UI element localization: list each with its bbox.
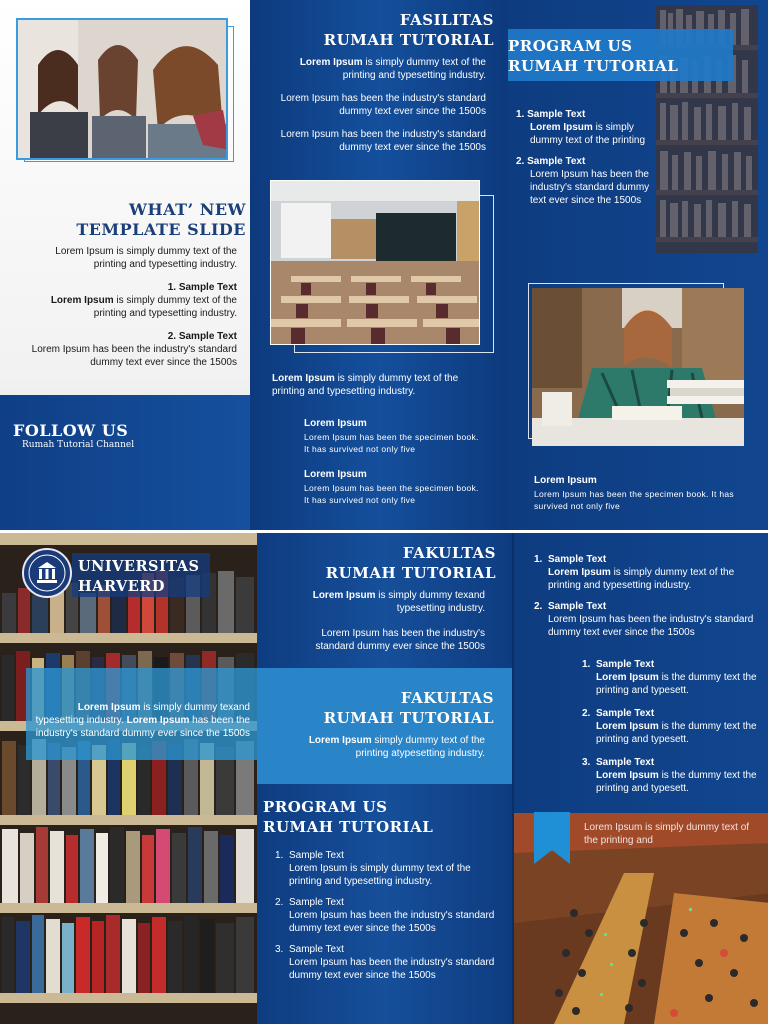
panel5-paragraphs — [285, 589, 485, 653]
panel1-body — [20, 245, 237, 369]
panel4-band-text — [30, 701, 250, 740]
list-item-number: 1. — [275, 850, 284, 861]
panel4-band-bold2: Lorem Ipsum — [126, 715, 190, 726]
panel1-item1-text — [20, 294, 237, 320]
university-seal — [22, 548, 72, 598]
panel5-list — [275, 849, 503, 990]
panel3-entry-text: Lorem Ipsum has been the specimen book. It has survived not only five — [534, 489, 734, 511]
bookmark-ribbon-icon — [534, 812, 570, 864]
panel1-intro: Lorem Ipsum is simply dummy text of the printing and typesetting industry. — [55, 246, 237, 270]
list-item-title: Sample Text — [596, 757, 655, 768]
follow-us-title: FOLLOW US — [13, 421, 129, 440]
university-name — [78, 557, 200, 597]
panel-4-library-shelves — [0, 533, 257, 1024]
panel-2 — [250, 0, 508, 530]
panel2-entry1 — [304, 417, 479, 455]
list-item-title: Sample Text — [596, 708, 655, 719]
panel5-heading3-line2: RUMAH TUTORIAL — [263, 818, 434, 836]
list-item-bold: Lorem Ipsum — [548, 567, 611, 578]
list-item — [275, 943, 503, 982]
list-item-number: 3. — [582, 757, 591, 768]
panel1-item1-rest: is simply dummy text of the printing and typesetting industry. — [93, 295, 237, 319]
panel3-list — [516, 108, 651, 215]
list-item-title: Sample Text — [548, 554, 607, 565]
panel3-item2 — [516, 155, 651, 207]
university-name-line1: UNIVERSITAS — [78, 558, 200, 575]
panel1-item1-bold: Lorem Ipsum — [50, 295, 114, 306]
panel5-heading1-line2: RUMAH TUTORIAL — [325, 564, 496, 582]
follow-us-band — [0, 395, 250, 530]
panel1-heading — [76, 200, 246, 240]
list-item-text: Lorem Ipsum has been the industry's standard dummy text ever since the 1500s — [289, 957, 495, 981]
panel1-heading-line1: WHAT’ NEW — [129, 200, 246, 219]
panel4-band-rest1: is simply dummy texand typesetting industry. — [35, 702, 250, 726]
classroom-photo — [270, 180, 480, 345]
panel4-band-rest2: has been the industry's standard dummy ever since the 1500s — [35, 715, 250, 739]
panel6-mid-list — [582, 658, 764, 803]
list-item-title: Sample Text — [289, 897, 344, 908]
panel2-para4 — [272, 372, 487, 398]
university-name-line2: HARVERD — [78, 578, 165, 595]
panel5-para2: Lorem Ipsum has been the industry's standard dummy ever since the 1500s — [315, 628, 485, 652]
panel2-entry1-title: Lorem Ipsum — [304, 418, 367, 429]
panel5-band-bold: Lorem Ipsum — [308, 735, 372, 746]
list-item-number: 2. — [275, 897, 284, 908]
list-item-text — [548, 613, 766, 639]
list-item — [582, 707, 764, 746]
panel2-heading-line2: RUMAH TUTORIAL — [323, 31, 494, 49]
panel5-heading3-line1: PROGRAM US — [263, 798, 388, 816]
list-item — [582, 658, 764, 697]
panel5-band-rest: simply dummy text of the printing atypesetting industry. — [355, 735, 485, 759]
panel5-heading3 — [263, 797, 433, 837]
list-item — [275, 896, 503, 935]
panel2-para1-bold: Lorem Ipsum — [299, 57, 363, 68]
panel5-band-text — [291, 734, 485, 760]
list-item-text — [548, 566, 766, 592]
panel-5 — [257, 533, 512, 1024]
list-item — [275, 849, 503, 888]
list-item-rest: is simply dummy text of the printing and typesetting industry. — [548, 567, 735, 591]
list-item-text: Lorem Ipsum is simply dummy text of the printing and typesetting industry. — [289, 863, 471, 887]
list-item-rest: is the dummy text the printing and typesett. — [596, 672, 757, 696]
panel2-paragraphs — [274, 56, 486, 154]
list-item-number: 1. — [534, 554, 543, 565]
panel3-heading-line2: RUMAH TUTORIAL — [508, 57, 679, 75]
photo-caption: Lorem Ipsum is simply dummy text of the printing and — [584, 822, 750, 846]
list-item-rest: is the dummy text the printing and typesett. — [596, 770, 757, 794]
list-item-title: Sample Text — [289, 944, 344, 955]
list-item-text: Lorem Ipsum has been the industry's standard dummy text ever since the 1500s — [289, 910, 495, 934]
list-item-number: 1. — [582, 659, 591, 670]
panel3-entry-title: Lorem Ipsum — [534, 475, 597, 486]
panel5-heading2 — [324, 688, 494, 728]
list-item-title: Sample Text — [548, 601, 607, 612]
students-photo — [16, 18, 228, 160]
list-item-number: 2. — [582, 708, 591, 719]
list-item-number: 3. — [275, 944, 284, 955]
panel3-item2-title: 2. Sample Text — [516, 156, 586, 167]
panel3-heading — [508, 36, 678, 76]
list-item-rest: Lorem Ipsum has been the industry's standard dummy text ever since the 1500s — [548, 614, 754, 638]
panel3-item1-title: 1. Sample Text — [516, 109, 586, 120]
list-item-title: Sample Text — [289, 850, 344, 861]
panel5-heading2-line1: FAKULTAS — [400, 689, 494, 707]
list-item-bold: Lorem Ipsum — [596, 721, 659, 732]
panel3-item2-text: Lorem Ipsum has been the industry's standard dummy text ever since the 1500s — [530, 169, 650, 206]
panel5-para1 — [285, 589, 485, 615]
panel2-heading-line1: FASILITAS — [399, 11, 494, 29]
panel2-entry2-text: Lorem Ipsum has been the specimen book. It has survived not only five — [304, 483, 479, 505]
panel2-entry1-text: Lorem Ipsum has been the specimen book. It has survived not only five — [304, 432, 479, 454]
list-item-rest: is the dummy text the printing and typesett. — [596, 721, 757, 745]
panel1-heading-line2: TEMPLATE SLIDE — [76, 220, 246, 239]
panel2-para1-rest: is simply dummy text of the printing and typesetting industry. — [342, 57, 486, 81]
list-item-bold: Lorem Ipsum — [596, 672, 659, 683]
panel5-heading2-line2: RUMAH TUTORIAL — [323, 709, 494, 727]
studying-girl-photo — [532, 288, 744, 446]
panel1-item2-title: 2. Sample Text — [167, 331, 237, 342]
panel4-band-bold1: Lorem Ipsum — [77, 702, 141, 713]
panel2-heading — [324, 10, 494, 50]
list-item-text — [596, 769, 764, 795]
panel3-entry — [534, 474, 744, 512]
panel3-item1-rest: is simply dummy text of the printing — [530, 122, 646, 146]
list-item — [534, 600, 766, 639]
panel5-para1-rest: is simply dummy texand typesetting industry. — [375, 590, 485, 614]
panel1-item1-title: 1. Sample Text — [167, 282, 237, 293]
panel5-heading1-line1: FAKULTAS — [402, 544, 496, 562]
panel5-heading1 — [326, 543, 496, 583]
panel3-item1-text — [530, 121, 651, 147]
panel-6 — [512, 533, 768, 1024]
panel-3 — [508, 0, 768, 530]
list-item-bold: Lorem Ipsum — [596, 770, 659, 781]
panel2-entry2 — [304, 468, 479, 506]
list-item — [582, 756, 764, 795]
panel2-para2: Lorem Ipsum has been the industry's standard dummy text ever since the 1500s — [280, 93, 486, 117]
panel5-para1-bold: Lorem Ipsum — [312, 590, 376, 601]
follow-us-subtitle[interactable]: Rumah Tutorial Channel — [22, 440, 135, 450]
list-item-text — [596, 671, 764, 697]
list-item-number: 2. — [534, 601, 543, 612]
panel3-heading-line1: PROGRAM US — [508, 37, 633, 55]
panel2-para3: Lorem Ipsum has been the industry's standard dummy text ever since the 1500s — [280, 129, 486, 153]
list-item-text — [596, 720, 764, 746]
panel3-item1 — [516, 108, 651, 147]
panel2-entry2-title: Lorem Ipsum — [304, 469, 367, 480]
panel3-item1-bold: Lorem Ipsum — [530, 122, 593, 133]
panel2-para4-bold: Lorem Ipsum — [272, 373, 335, 384]
list-item-title: Sample Text — [596, 659, 655, 670]
panel2-para1 — [274, 56, 486, 82]
panel2-para4-rest: is simply dummy text of the printing and typesetting industry. — [272, 373, 459, 397]
panel6-top-list — [534, 553, 766, 647]
list-item — [534, 553, 766, 592]
panel1-item2-text: Lorem Ipsum has been the industry's standard dummy text ever since the 1500s — [31, 344, 237, 368]
